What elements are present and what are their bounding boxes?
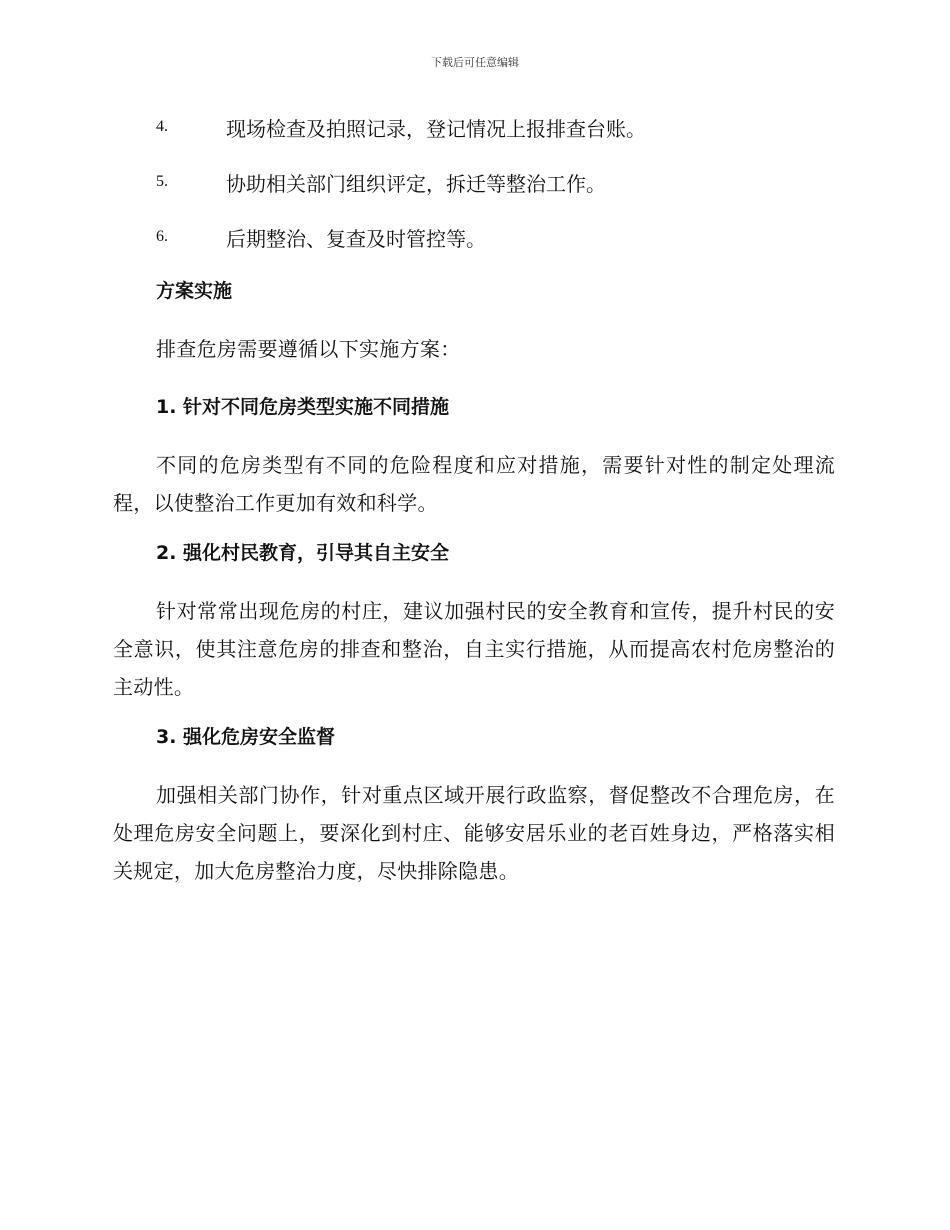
- list-number: 4.: [156, 118, 168, 135]
- list-text: 后期整治、复查及时管控等。: [226, 226, 486, 251]
- list-number: 6.: [156, 228, 168, 245]
- subsection-body-2: 针对常常出现危房的村庄，建议加强村民的安全教育和宣传，提升村民的安全意识，使其注意危房的排查和整治，自主实行措施，从而提高农村危房整治的主动性。: [113, 599, 835, 699]
- list-item: [113, 112, 835, 142]
- subsection-body-1: 不同的危房类型有不同的危险程度和应对措施，需要针对性的制定处理流程，以使整治工作更加有效和科学。: [113, 453, 835, 515]
- subsection-heading-2: 2. 强化村民教育，引导其自主安全: [156, 542, 450, 564]
- subsection-body-3: 加强相关部门协作，针对重点区域开展行政监察，督促整改不合理危房，在处理危房安全问题上，要深化到村庄、能够安居乐业的老百姓身边，严格落实相关规定，加大危房整治力度，尽快排除隐患。: [113, 783, 835, 883]
- subsection-heading-3: 3. 强化危房安全监督: [156, 726, 336, 748]
- document-body: [113, 112, 835, 906]
- list-item: [113, 222, 835, 252]
- section-title: 方案实施: [156, 280, 233, 302]
- list-number: 5.: [156, 173, 168, 190]
- intro-paragraph: 排查危房需要遵循以下实施方案：: [156, 337, 461, 361]
- list-item: [113, 167, 835, 197]
- list-text: 现场检查及拍照记录，登记情况上报排查台账。: [226, 116, 646, 141]
- page-header: 下载后可任意编辑: [431, 56, 519, 69]
- list-text: 协助相关部门组织评定，拆迁等整治工作。: [226, 171, 606, 196]
- subsection-heading-1: 1. 针对不同危房类型实施不同措施: [156, 396, 450, 418]
